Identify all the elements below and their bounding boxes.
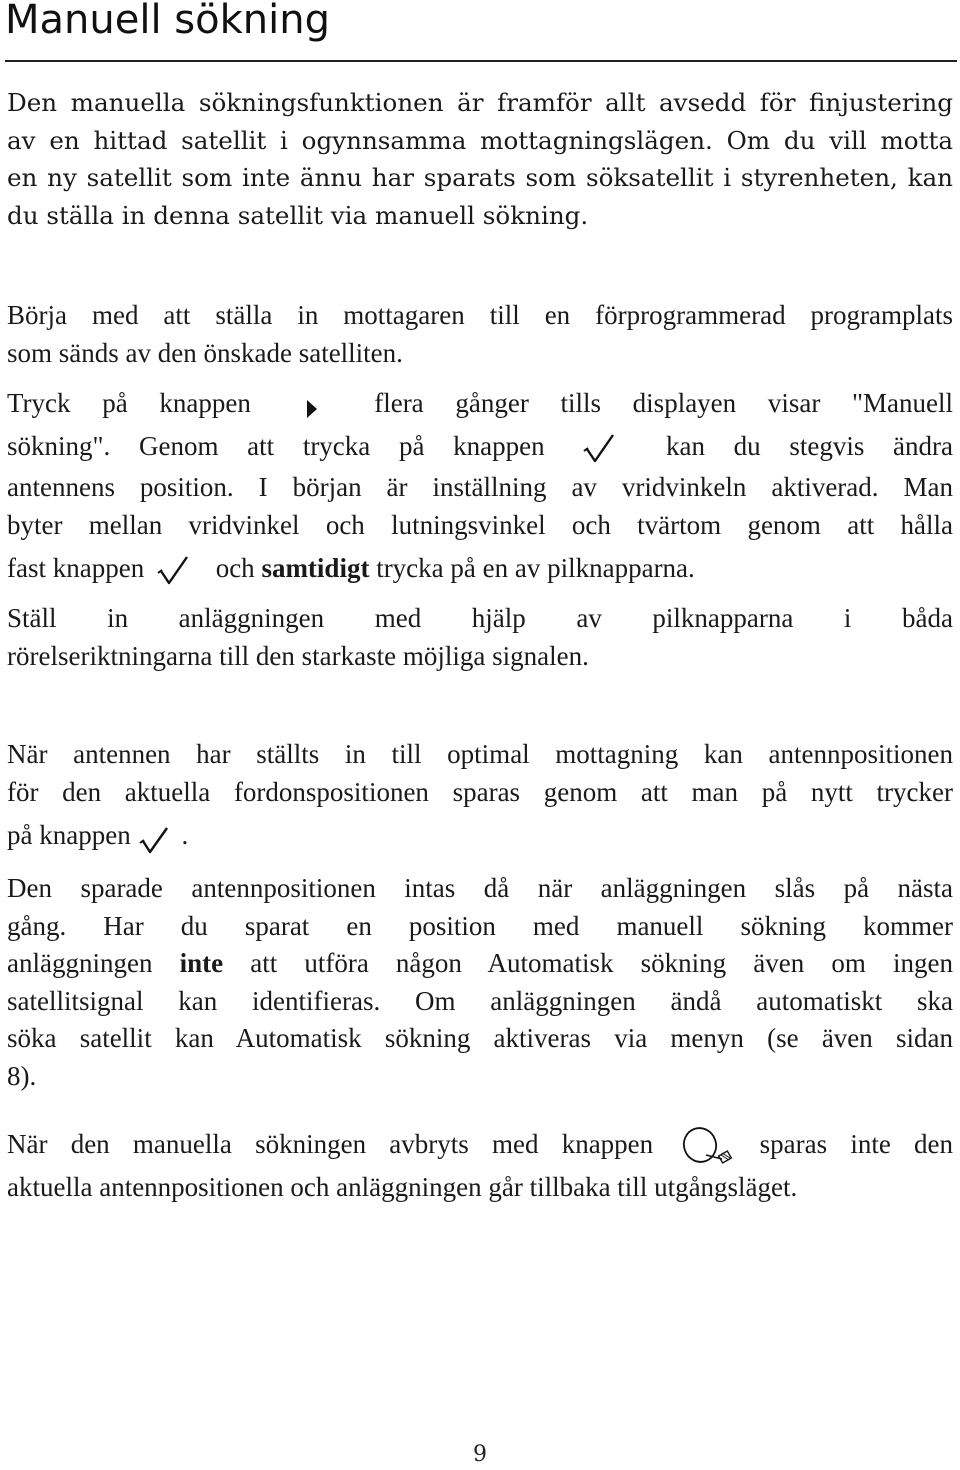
text-line (7, 811, 953, 859)
text-segment: . (181, 820, 189, 850)
text-line: aktuella antennpositionen och anläggningen går tillbaka till utgångsläget. (7, 1171, 798, 1202)
text-segment: sökning". Genom att trycka på knappen (7, 431, 545, 461)
checkmark-icon (151, 553, 209, 589)
text-segment: trycka på en av pilknapparna. (376, 553, 695, 583)
text-line: När antennen har ställts in till optimal mottagning kan antennpositionen (7, 739, 953, 769)
text-line: Ställ in anläggningen med hjälp av pilknapparna i båda (7, 603, 953, 633)
text-line: Den manuella sökningsfunktionen är framför allt avsedd för finjustering (7, 88, 953, 117)
text-line: Börja med att ställa in mottagaren till en förprogrammerad programplats (7, 300, 953, 330)
page-title: Manuell sökning (5, 0, 330, 43)
text-line: byter mellan vridvinkel och lutningsvinkel och tvärtom genom att hålla (7, 509, 953, 540)
text-segment: och (215, 553, 255, 583)
emphasis-text: inte (179, 948, 224, 978)
text-segment: anläggningen (7, 948, 153, 978)
text-line (7, 945, 953, 983)
checkmark-icon (137, 823, 181, 853)
paragraph-instructions (7, 383, 953, 592)
text-segment: kan du stegvis ändra (665, 431, 953, 461)
text-line: av en hittad satellit i ogynnsamma mottagningslägen. Om du vill motta (7, 125, 953, 155)
title-divider (5, 60, 957, 62)
paragraph-cancel (7, 1122, 953, 1206)
text-segment: flera gånger tills displayen visar "Manuell (374, 388, 954, 418)
text-line: du ställa in denna satellit via manuell sökning. (7, 200, 589, 230)
text-line: 8). (7, 1060, 37, 1091)
text-line (7, 1122, 953, 1169)
text-segment: att utföra någon Automatisk sökning även om ingen (250, 948, 953, 978)
checkmark-icon (573, 431, 637, 467)
arrow-right-icon (283, 393, 343, 419)
emphasis-text: samtidigt (261, 553, 370, 583)
text-line: för den aktuella fordonspositionen sparas genom att man på nytt trycker (7, 776, 953, 807)
text-line (7, 544, 953, 592)
text-line: satellitsignal kan identifieras. Om anläggningen ändå automatiskt ska (7, 985, 953, 1016)
text-line: som sänds av den önskade satelliten. (7, 337, 403, 368)
text-line: gång. Har du sparat en position med manuell sökning kommer (7, 910, 953, 941)
text-segment: på knappen (7, 820, 131, 850)
paragraph-start (7, 297, 953, 372)
text-segment: Tryck på knappen (7, 388, 251, 418)
text-line (7, 423, 953, 469)
text-line: rörelseriktningarna till den starkaste möjliga signalen. (7, 640, 589, 671)
text-segment: fast knappen (7, 553, 145, 583)
text-line: söka satellit kan Automatisk sökning aktiveras via menyn (se även sidan (7, 1023, 953, 1053)
paragraph-intro (7, 84, 953, 234)
page-number: 9 (473, 1442, 487, 1467)
text-line: antennens position. I början är inställning av vridvinkeln aktiverad. Man (7, 472, 953, 502)
text-line: en ny satellit som inte ännu har sparats som söksatellit i styrenheten, kan (7, 163, 953, 192)
paragraph-restore (7, 870, 953, 1095)
text-segment: sparas inte den (759, 1129, 954, 1159)
text-line: Den sparade antennpositionen intas då när anläggningen slås på nästa (7, 873, 953, 903)
text-segment: När den manuella sökningen avbryts med knappen (7, 1129, 654, 1159)
text-line (7, 383, 953, 423)
satellite-dish-icon (676, 1125, 736, 1169)
paragraph-save (7, 736, 953, 859)
paragraph-adjust (7, 600, 953, 675)
